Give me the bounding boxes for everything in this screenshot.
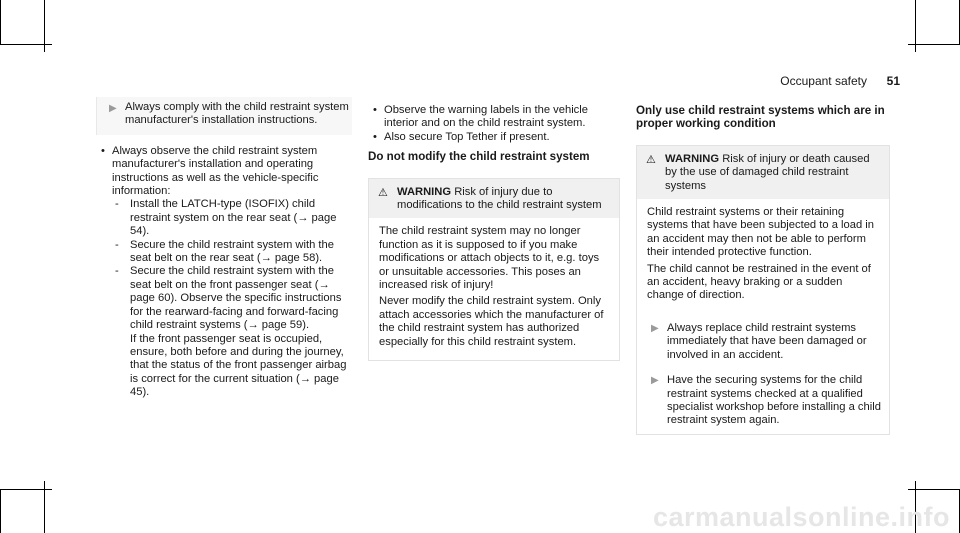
warning-label: WARNING xyxy=(397,185,452,198)
play-arrow-icon: ▶ xyxy=(109,103,117,114)
crop-mark xyxy=(44,481,45,533)
warning-header xyxy=(637,146,889,199)
sub-list-item-text: Install the LATCH-type (ISOFIX) child restraint system on the rear seat (→ page 54). xyxy=(130,198,337,238)
column-left xyxy=(96,97,352,400)
play-arrow-icon: ▶ xyxy=(651,322,659,334)
warning-paragraph: Child restraint systems or their retaining systems that have been subjected to a load in an accident may then not be able to perform their intended protective function. xyxy=(647,206,875,259)
play-arrow-icon: ▶ xyxy=(651,375,659,387)
section-title: Occupant safety xyxy=(780,74,867,88)
sub-list-item-text: Secure the child restraint system with the seat belt on the rear seat (→ page 58). xyxy=(130,238,334,265)
sub-list-item-text: Secure the child restraint system with the seat belt on the front passenger seat (→ page 60). Observe the specific instructions for the rearward-facing and forward-facing child restraint systems (→ page 59). xyxy=(130,265,342,332)
warning-triangle-icon: ⚠ xyxy=(378,186,388,199)
tip-item xyxy=(637,322,889,368)
warning-header xyxy=(369,179,619,219)
bullet-icon: • xyxy=(373,130,377,143)
section-heading: Do not modify the child restraint system xyxy=(368,150,590,164)
sub-list-item xyxy=(112,265,352,399)
tip-text: Have the securing systems for the child restraint systems checked at a qualified specialist workshop before installing a child restraint system again. xyxy=(667,374,881,427)
list-item xyxy=(368,104,620,131)
sub-list-item-note: If the front passenger seat is occupied, ensure, both before and during the journey, that the status of the front passenger airbag is correct for the current situation (→ page 45). xyxy=(130,332,347,399)
warning-label: WARNING xyxy=(665,152,720,165)
column-middle xyxy=(368,104,620,361)
tip-box xyxy=(96,97,352,135)
sub-list-item xyxy=(112,198,352,238)
tip-item xyxy=(637,374,889,434)
crop-mark xyxy=(915,0,916,52)
warning-body xyxy=(637,199,889,314)
warning-body xyxy=(369,218,619,360)
sub-list xyxy=(96,198,352,399)
bullet-icon: • xyxy=(101,144,105,157)
watermark: carmanualsonline.info xyxy=(652,502,950,532)
dash-icon: - xyxy=(115,198,119,211)
section-heading: Only use child restraint systems which are in proper working condition xyxy=(636,104,885,131)
column-right xyxy=(636,104,890,435)
warning-paragraph: The child cannot be restrained in the event of an accident, heavy braking or a sudden change of direction. xyxy=(647,262,871,302)
warning-paragraph: The child restraint system may no longer function as it is supposed to if you make modifications or attach objects to it, e.g. toys or unsuitable accessories. This poses an increased risk of injury! xyxy=(379,225,600,292)
list-item xyxy=(368,131,620,144)
list-item xyxy=(96,145,352,199)
list-item-text: Always observe the child restraint system manufacturer's installation and operating instructions as well as the vehicle-specific information: xyxy=(112,144,319,198)
list-item-text: Observe the warning labels in the vehicle interior and on the child restraint system. xyxy=(384,104,588,130)
dash-icon: - xyxy=(115,265,119,278)
crop-mark xyxy=(0,0,1,44)
warning-paragraph: Never modify the child restraint system. Only attach accessories which the manufacturer of the child restraint system has authorized especially for this child restraint system. xyxy=(379,295,604,348)
crop-mark xyxy=(0,489,1,533)
warning-triangle-icon: ⚠ xyxy=(646,153,656,166)
bullet-icon: • xyxy=(373,104,377,116)
warning-box xyxy=(368,178,620,361)
sub-list-item xyxy=(112,239,352,266)
crop-mark xyxy=(44,0,45,52)
warning-box xyxy=(636,145,890,435)
tip-text: Always comply with the child restraint system manufacturer's installation instructions. xyxy=(125,101,349,127)
list-item-text: Also secure Top Tether if present. xyxy=(384,130,550,143)
warning-summary: Risk of injury due to modifications to the child restraint system xyxy=(397,185,602,212)
page-number: 51 xyxy=(886,74,900,88)
warning-summary: Risk of injury or death caused by the use of damaged child restraint systems xyxy=(665,152,870,192)
dash-icon: - xyxy=(115,238,119,251)
tip-text: Always replace child restraint systems immediately that have been damaged or involved in an accident. xyxy=(667,321,867,361)
